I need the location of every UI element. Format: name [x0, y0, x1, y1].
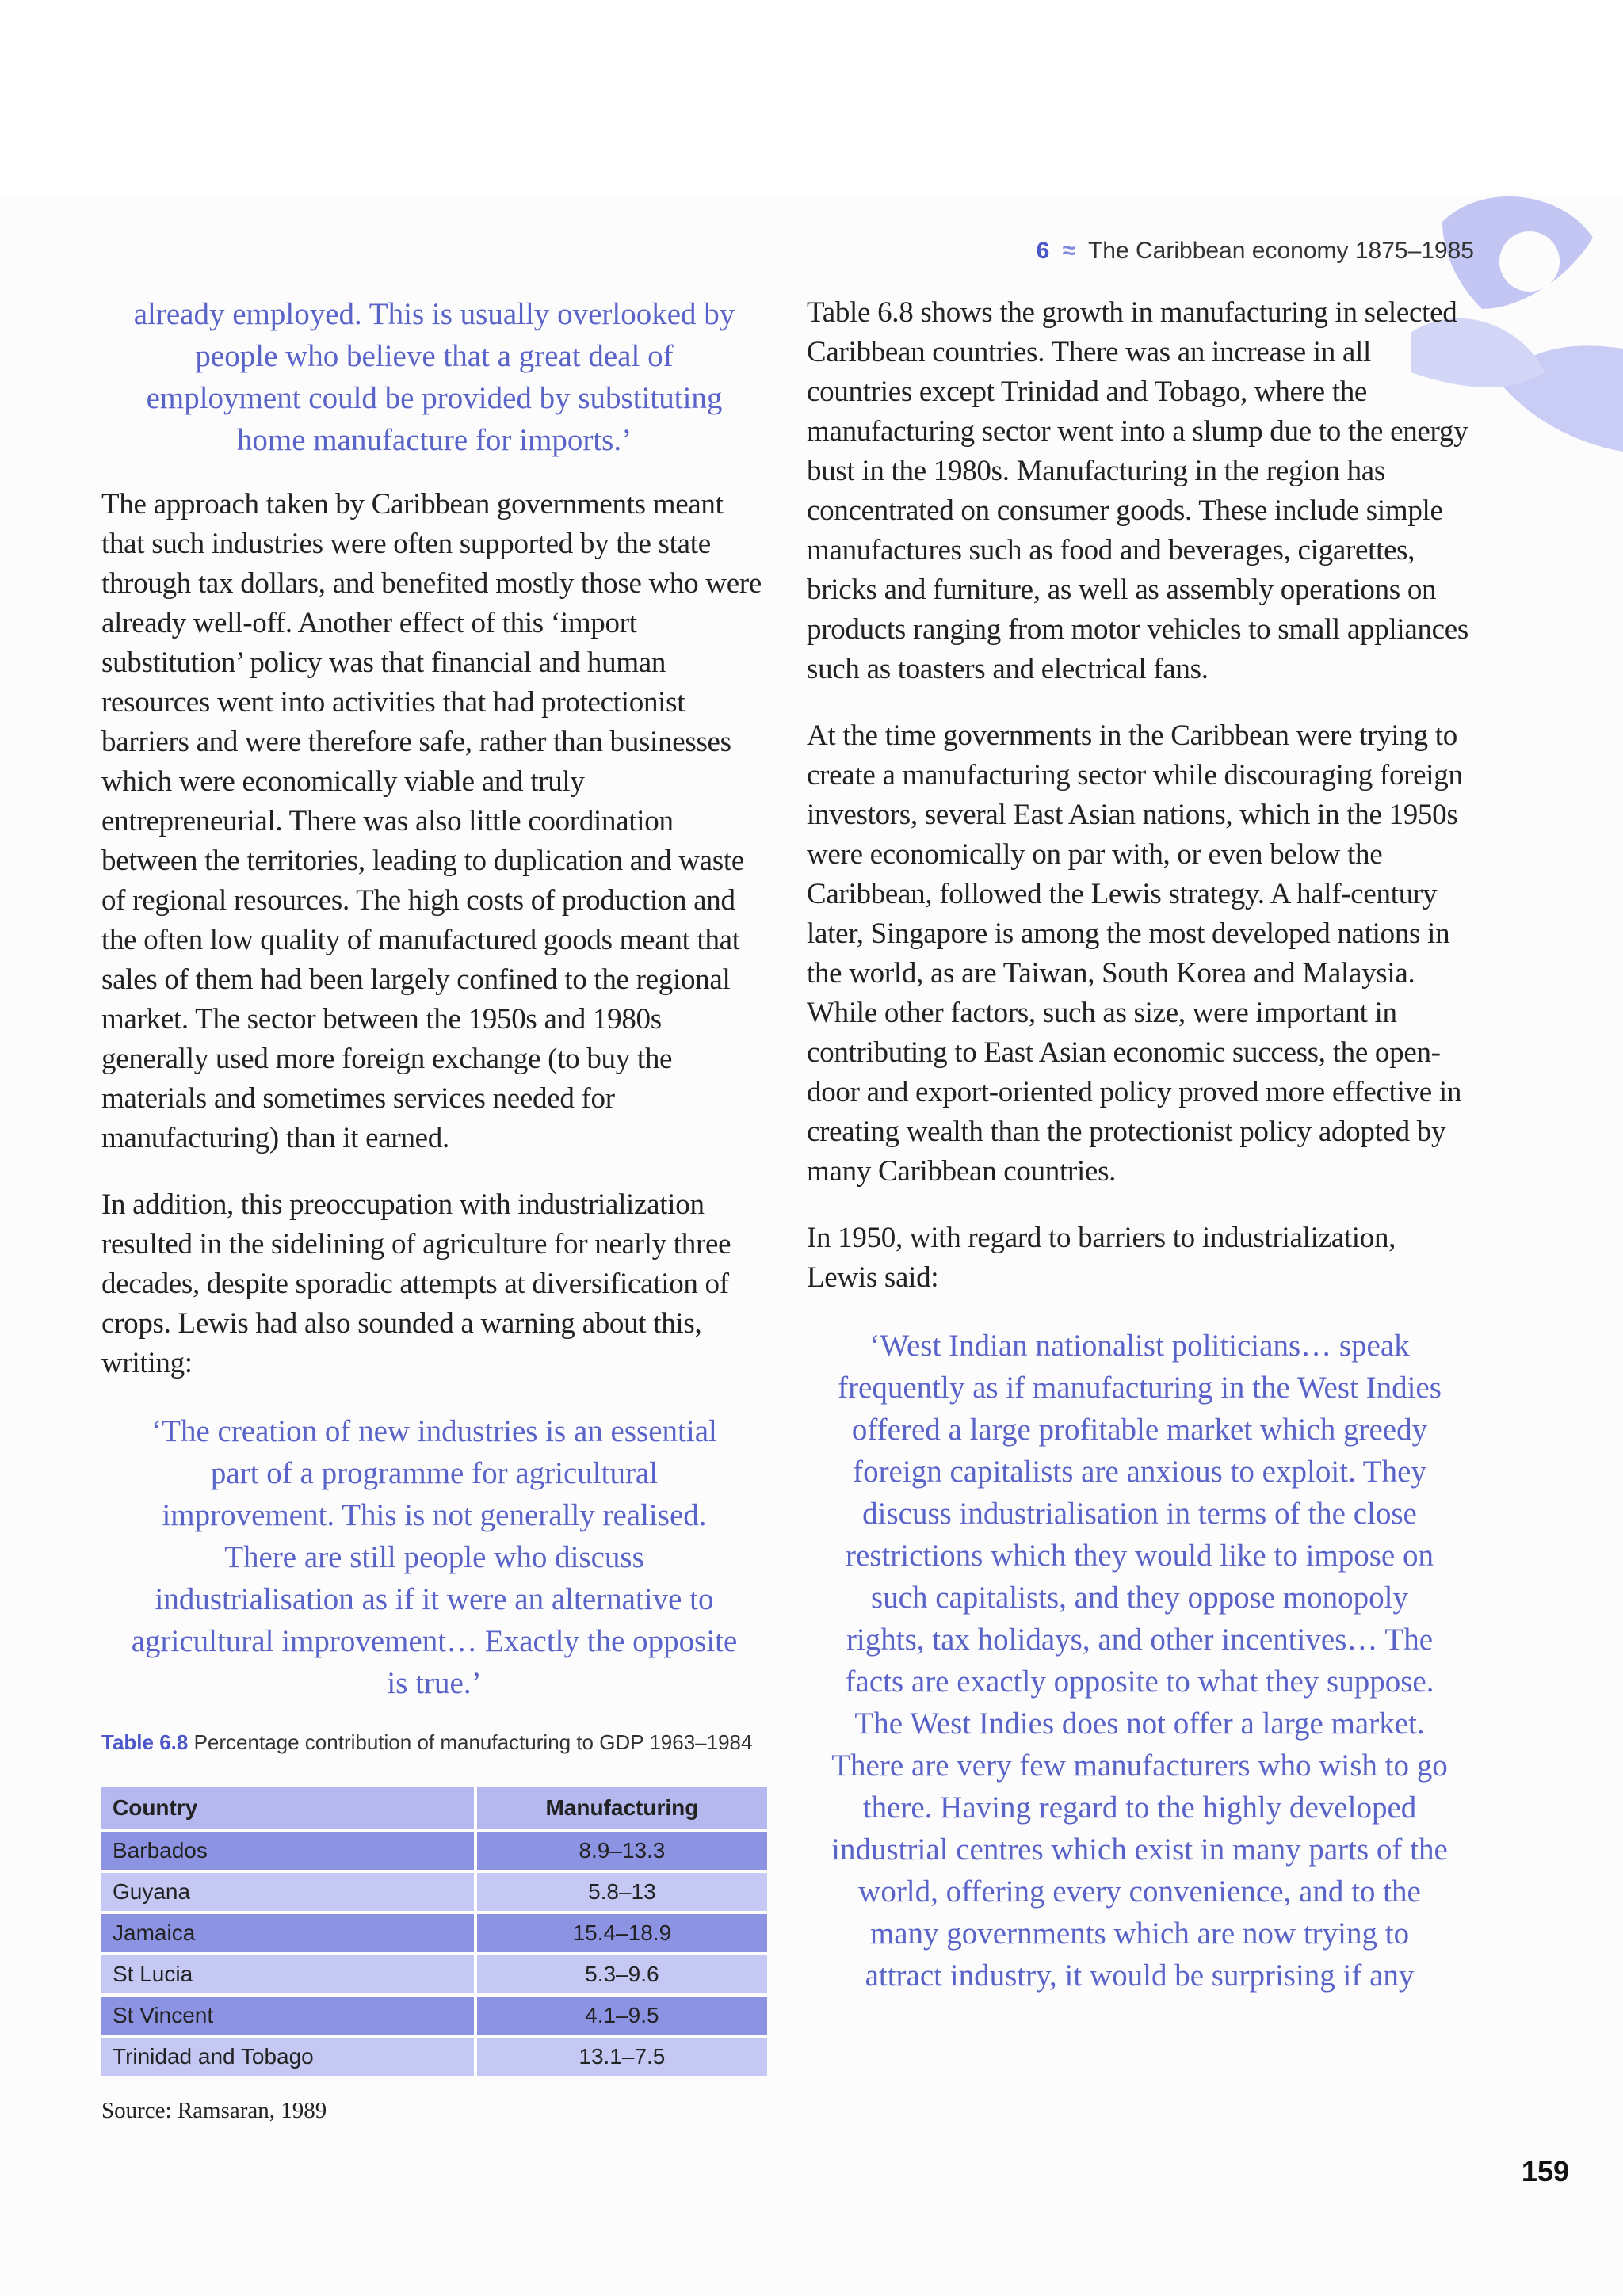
table-header-row	[101, 1787, 767, 1829]
paragraph: In 1950, with regard to barriers to industrialization, Lewis said:	[807, 1222, 1396, 1294]
chapter-number: 6	[1036, 238, 1050, 264]
block-quote: ‘The creation of new industries is an essential part of a programme for agricultural improvement. This is not generally realised. There are still people who discuss industrialisation as if it were an alternative to agricultural improvement… Exactly the opposite is true.’	[131, 1414, 738, 1700]
table-row	[101, 1832, 767, 1870]
table-caption	[101, 1728, 767, 1757]
paragraph: Table 6.8 shows the growth in manufacturing in selected Caribbean countries. There was an increase in all countries except Trinidad and Tobago, where the manufacturing sector went into a slump due to the energy bust in the 1980s. Manufacturing in the region has concentrated on consumer goods. These include simple manufactures such as food and beverages, cigarettes, bricks and furniture, as well as assembly operations on products ranging from motor vehicles to small appliances such as toasters and electrical fans.	[807, 296, 1469, 685]
manufacturing-cell: 5.8–13	[477, 1873, 767, 1911]
country-cell: St Lucia	[101, 1955, 477, 1993]
country-cell: Barbados	[101, 1832, 477, 1870]
table-row	[101, 1914, 767, 1952]
country-cell: Trinidad and Tobago	[101, 2038, 477, 2076]
column-header-manufacturing: Manufacturing	[477, 1787, 767, 1829]
block-quote: ‘West Indian nationalist politicians… speak frequently as if manufacturing in the West Indies offered a large profitable market which greedy foreign capitalists are anxious to exploit. They discuss industrialisation in terms of the close restrictions which they would like to impose on such capitalists, and they oppose monopoly rights, tax holidays, and other incentives… The facts are exactly opposite to what they suppose. The West Indies does not offer a large market. There are very few manufacturers who wish to go there. Having regard to the highly developed industrial centres which exist in many parts of the world, offering every convenience, and to the many governments which are now trying to attract industry, it would be surprising if any	[831, 1329, 1448, 1993]
section-mark-icon: ≈	[1062, 238, 1076, 264]
column-header-country: Country	[101, 1787, 477, 1829]
manufacturing-cell: 8.9–13.3	[477, 1832, 767, 1870]
manufacturing-table	[101, 1784, 767, 2079]
paragraph: The approach taken by Caribbean governments meant that such industries were often supported by the state through tax dollars, and benefited mostly those who were already well-off. Another effect of this ‘import substitution’ policy was that financial and human resources went into activities that had protectionist barriers and were therefore safe, rather than businesses which were economically viable and truly entrepreneurial. There was also little coordination between the territories, leading to duplication and waste of regional resources. The high costs of production and the often low quality of manufactured goods meant that sales of them had been largely confined to the regional market. The sector between the 1950s and 1980s generally used more foreign exchange (to buy the materials and sometimes services needed for manufacturing) than it earned.	[101, 488, 762, 1154]
right-column	[807, 293, 1472, 2020]
table-caption-text: Percentage contribution of manufacturing to GDP 1963–1984	[193, 1730, 753, 1754]
table-source: Source: Ramsaran, 1989	[101, 2098, 327, 2123]
manufacturing-cell: 5.3–9.6	[477, 1955, 767, 1993]
table-row	[101, 1997, 767, 2035]
paragraph: At the time governments in the Caribbean were trying to create a manufacturing sector while discouraging foreign investors, several East Asian nations, which in the 1950s were economically on par with, or even below the Caribbean, followed the Lewis strategy. A half-century later, Singapore is among the most developed nations in the world, as are Taiwan, South Korea and Malaysia. While other factors, such as size, were important in contributing to East Asian economic success, the open-door and export-oriented policy proved more effective in creating wealth than the protectionist policy adopted by many Caribbean countries.	[807, 719, 1463, 1188]
paragraph: In addition, this preoccupation with industrialization resulted in the sidelining of agriculture for nearly three decades, despite sporadic attempts at diversification of crops. Lewis had also sounded a warning about this, writing:	[101, 1188, 731, 1379]
country-cell: Jamaica	[101, 1914, 477, 1952]
left-column	[101, 293, 767, 2124]
table-row	[101, 1955, 767, 1993]
chapter-title: The Caribbean economy 1875–1985	[1087, 238, 1474, 264]
table-caption-label: Table 6.8	[101, 1730, 189, 1754]
country-cell: St Vincent	[101, 1997, 477, 2035]
table-row	[101, 1873, 767, 1911]
block-quote: already employed. This is usually overlooked by people who believe that a great deal of employment could be provided by substituting home manufacture for imports.’	[133, 297, 735, 457]
manufacturing-cell: 4.1–9.5	[477, 1997, 767, 2035]
country-cell: Guyana	[101, 1873, 477, 1911]
table-row	[101, 2038, 767, 2076]
page-number: 159	[1521, 2155, 1569, 2187]
manufacturing-cell: 13.1–7.5	[477, 2038, 767, 2076]
manufacturing-cell: 15.4–18.9	[477, 1914, 767, 1952]
running-head	[919, 238, 1474, 265]
